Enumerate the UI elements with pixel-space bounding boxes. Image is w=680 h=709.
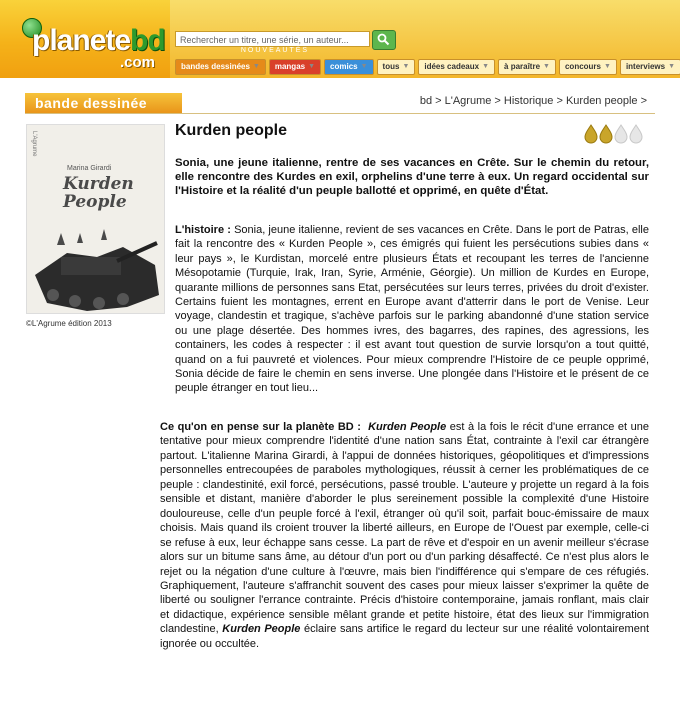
opinion-text-1: est à la fois le récit d'une errance et une tentative pour mieux comprendre l'identité d'une nation sans État, contrainte à l'exil car étrangère partout. L'italienne Marina Girardi, à l'appui de données historiques, géopolitiques et d'impressions personnelles entrecoupées de paraboles mythologiques, réussit à cerner les problématiques de ce peuple : clandestinité, exil forcé, persécutions, passé trouble. L'auteure y projette un regard à la fois sensible et distant, manière d'aborder le plus sereinement possible la complexité d'une Histoire douloureuse, celle d'un peuple forcé à l'exil, étranger où qu'il soit, parfait bouc-émissaire de maux choisis. Mais quand ils croient trouver la liberté ailleurs, en Europe de l'Ouest par exemple, celle-ci se refuse à eux, leur échappe sans cesse. La part de rêve et d'espoir en un avenir meilleur s'écrase alors sur un bitume sans âme, au détour d'un port ou d'un parking désaffecté. Ce n'est plus alors le rejet ou la négation d'une culture à l'œuvre, mais bien l'indifférence qui s'empare de ces réfugiés. Graphiquement, l'auteure s'affranchit souvent des cases pour mieux laisser s'exprimer la quête de liberté ou souligner l'errance contrainte. Précis d'histoire contemporaine, jamais ronflant, mais clair et didactique, expérience sensible mêlant grande et petite histoire, état des lieux sur l'immigration clandestine, xyxy=(160,421,649,636)
cover-author: Marina Girardi xyxy=(67,165,112,172)
chevron-down-icon: ▼ xyxy=(252,63,260,70)
chevron-down-icon: ▼ xyxy=(482,63,490,70)
opinion-text-2: éclaire sans artifice le regard du lecteur sur une réalité volontairement ignorée ou occultée. xyxy=(160,623,649,650)
search-button[interactable] xyxy=(372,30,396,50)
site-header xyxy=(0,0,680,78)
histoire-text: Sonia, jeune italienne, revient de ses vacances en Crête. Dans le port de Patras, elle fait la rencontre des « Kurden People », ces émigrés qui fuient les persécutions subies dans « leur pays », le Kurdistan, morcelé entre plusieurs États et recoupant les terres de l'ancienne Mésopotamie (Turquie, Irak, Iran, Syrie, Arménie, Géorgie). Un million de Kurdes en Europe, quarante millions de personnes sans Etat, persécutées sur leurs terres, privées du droit d'exister. Certains fuient les montagnes, errent en Europe avant d'atterrir dans le port de Venise. Leur voyage, clandestin et tragique, s'achève parfois sur le parking abandonné d'une station service ou une plage désertée. Des hommes ivres, des bagarres, des rapines, des agressions, les containers, les codes à respecter : il est avant tout question de survie lorsqu'on a tout quitté, quand on a fui pauvreté et violences. Pour mieux comprendre l'Histoire de ce peuple opprimé, Sonia décide de faire le chemin en sens inverse. Une plongée dans l'Histoire et le présent de ce peuple étranger en tout lieu... xyxy=(175,224,649,395)
nouveautes-label: NOUVEAUTÉS xyxy=(240,47,310,54)
nav-bandes-dessinees[interactable]: bandes dessinées ▼ xyxy=(175,59,266,75)
rating-drop-icon xyxy=(599,124,613,144)
opinion-label: Ce qu'on en pense sur la planète BD : xyxy=(160,421,361,433)
chevron-down-icon: ▼ xyxy=(604,63,611,70)
cover-publisher: L'Agrume xyxy=(31,131,37,157)
section-bar xyxy=(25,93,655,114)
histoire-section xyxy=(175,223,649,396)
chevron-down-icon: ▼ xyxy=(668,63,676,70)
nav-mangas[interactable]: mangas ▼ xyxy=(269,59,321,75)
rating-drop-icon xyxy=(584,124,598,144)
cover-copyright: ©L'Agrume édition 2013 xyxy=(26,319,112,328)
logo-domain: .com xyxy=(120,54,156,71)
chevron-down-icon: ▼ xyxy=(360,63,368,70)
search-icon xyxy=(377,33,390,46)
book-title: Kurden people xyxy=(175,122,288,139)
cover-illustration xyxy=(27,125,165,314)
section-tab[interactable]: bande dessinée xyxy=(25,93,182,113)
rating-drops xyxy=(584,124,643,144)
opinion-title-2: Kurden People xyxy=(222,623,301,636)
histoire-label: L'histoire : xyxy=(175,224,231,236)
rating-drop-empty-icon xyxy=(614,124,628,144)
nav-idees-cadeaux[interactable]: idées cadeaux ▼ xyxy=(418,59,495,75)
breadcrumb[interactable]: bd > L'Agrume > Historique > Kurden people > xyxy=(419,95,647,107)
chevron-down-icon: ▼ xyxy=(543,63,550,70)
cover-title: Kurden People xyxy=(63,174,134,212)
main-nav xyxy=(175,59,680,75)
site-logo[interactable] xyxy=(20,10,170,70)
rating-drop-empty-icon xyxy=(629,124,643,144)
nav-comics[interactable]: comics ▼ xyxy=(324,59,374,75)
search-input[interactable]: Rechercher un titre, une série, un auteur... xyxy=(175,31,370,47)
book-summary: Sonia, une jeune italienne, rentre de ses vacances en Crête. Sur le chemin du retour, elle rencontre des Kurdes en exil, orphelins d'une terre à eux. Un regard occidental sur l'Histoire et la réalité d'un peuple ballotté et opprimé, en quête d'État. xyxy=(175,157,649,197)
nav-tous[interactable]: tous ▼ xyxy=(377,59,416,75)
nav-concours[interactable]: concours ▼ xyxy=(559,59,617,75)
opinion-section xyxy=(160,420,649,651)
nav-a-paraitre[interactable]: à paraître ▼ xyxy=(498,59,556,75)
opinion-title-1: Kurden People xyxy=(368,421,447,433)
chevron-down-icon: ▼ xyxy=(308,63,316,70)
logo-text: planetebd xyxy=(32,24,165,57)
chevron-down-icon: ▼ xyxy=(402,63,410,70)
book-cover[interactable] xyxy=(26,124,165,314)
nav-interviews[interactable]: interviews ▼ xyxy=(620,59,680,75)
